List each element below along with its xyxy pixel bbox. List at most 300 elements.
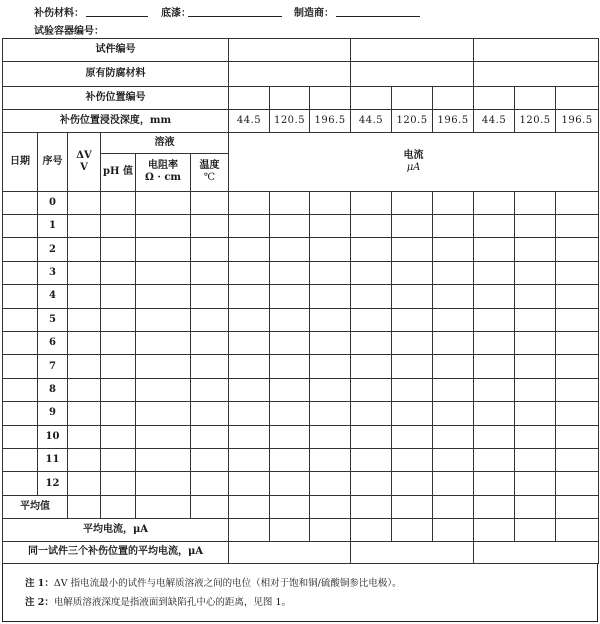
- average-cell[interactable]: [310, 495, 351, 518]
- immersion-depth-label: 补伤位置浸没深度，mm: [3, 110, 229, 132]
- data-cell[interactable]: [136, 191, 191, 214]
- data-row: [3, 425, 599, 448]
- solution-header: 溶液: [101, 132, 229, 153]
- data-cell[interactable]: [68, 378, 101, 401]
- seq-number: 4: [38, 285, 68, 308]
- average-cell[interactable]: [270, 495, 310, 518]
- average-cell[interactable]: [191, 495, 229, 518]
- patch-position-label: 补伤位置编号: [3, 86, 229, 109]
- data-cell[interactable]: [515, 331, 556, 354]
- data-cell[interactable]: [101, 402, 136, 425]
- patch-position-cell[interactable]: [515, 86, 556, 109]
- data-cell[interactable]: [433, 215, 474, 238]
- data-rows: [3, 191, 599, 495]
- data-cell[interactable]: [392, 355, 433, 378]
- data-cell[interactable]: [351, 448, 392, 471]
- data-cell[interactable]: [392, 191, 433, 214]
- average-label: 平均值: [3, 495, 68, 518]
- data-cell[interactable]: [556, 308, 599, 331]
- average-cell[interactable]: [68, 495, 101, 518]
- data-cell[interactable]: [351, 308, 392, 331]
- data-cell[interactable]: [310, 472, 351, 496]
- data-cell[interactable]: [270, 331, 310, 354]
- data-cell[interactable]: [229, 448, 270, 471]
- original-coating-label: 原有防腐材料: [3, 62, 229, 86]
- average-cell[interactable]: [556, 495, 599, 518]
- average-cell[interactable]: [351, 495, 392, 518]
- note-2: [25, 593, 597, 612]
- data-cell[interactable]: [101, 215, 136, 238]
- average-cell[interactable]: [433, 495, 474, 518]
- data-cell[interactable]: [392, 261, 433, 284]
- patch-position-cell[interactable]: [474, 86, 515, 109]
- data-cell[interactable]: [68, 261, 101, 284]
- patch-position-cell[interactable]: [392, 86, 433, 109]
- data-cell[interactable]: [310, 378, 351, 401]
- original-coating-row: [3, 62, 599, 86]
- specimen-id-row: [3, 39, 599, 62]
- specimen-id-cell[interactable]: [229, 39, 351, 62]
- data-cell[interactable]: [3, 472, 38, 496]
- data-cell[interactable]: [229, 285, 270, 308]
- data-cell[interactable]: [101, 472, 136, 496]
- data-cell[interactable]: [433, 378, 474, 401]
- same-specimen-average-cell[interactable]: [474, 541, 599, 563]
- data-cell[interactable]: [556, 215, 599, 238]
- data-row: [3, 215, 599, 238]
- data-cell[interactable]: [270, 472, 310, 496]
- data-cell[interactable]: [474, 191, 515, 214]
- data-cell[interactable]: [191, 238, 229, 261]
- data-cell[interactable]: [433, 261, 474, 284]
- data-cell[interactable]: [474, 402, 515, 425]
- container-label: 试验容器编号：: [34, 26, 104, 37]
- note-2-text: 电解质溶液深度是指液面到缺陷孔中心的距离，见图 1。: [53, 597, 291, 608]
- test-record-table: [2, 38, 599, 564]
- data-cell[interactable]: [136, 308, 191, 331]
- data-cell[interactable]: [68, 215, 101, 238]
- data-cell[interactable]: [310, 238, 351, 261]
- data-cell[interactable]: [556, 448, 599, 471]
- depth-value: 44.5: [351, 110, 392, 132]
- data-cell[interactable]: [392, 448, 433, 471]
- data-cell[interactable]: [136, 402, 191, 425]
- data-row: [3, 238, 599, 261]
- data-cell[interactable]: [351, 285, 392, 308]
- average-cell[interactable]: [229, 495, 270, 518]
- same-specimen-average-cell[interactable]: [351, 541, 474, 563]
- average-current-label: 平均电流，μA: [3, 519, 229, 541]
- data-cell[interactable]: [515, 308, 556, 331]
- data-cell[interactable]: [191, 472, 229, 496]
- data-cell[interactable]: [229, 238, 270, 261]
- seq-number: 11: [38, 448, 68, 471]
- seq-number: 0: [38, 191, 68, 214]
- data-cell[interactable]: [351, 215, 392, 238]
- data-cell[interactable]: [474, 378, 515, 401]
- date-header: 日期: [3, 132, 38, 191]
- data-cell[interactable]: [556, 355, 599, 378]
- data-cell[interactable]: [351, 238, 392, 261]
- data-cell[interactable]: [515, 425, 556, 448]
- note-1: [25, 574, 597, 593]
- data-cell[interactable]: [101, 238, 136, 261]
- immersion-depth-row: [3, 110, 599, 132]
- data-cell[interactable]: [191, 215, 229, 238]
- data-cell[interactable]: [101, 331, 136, 354]
- average-current-cell[interactable]: [515, 519, 556, 541]
- data-cell[interactable]: [191, 261, 229, 284]
- seq-number: 9: [38, 402, 68, 425]
- data-cell[interactable]: [310, 402, 351, 425]
- data-cell[interactable]: [433, 402, 474, 425]
- average-current-cell[interactable]: [474, 519, 515, 541]
- data-cell[interactable]: [3, 402, 38, 425]
- data-cell[interactable]: [191, 448, 229, 471]
- data-cell[interactable]: [474, 215, 515, 238]
- data-cell[interactable]: [392, 331, 433, 354]
- data-cell[interactable]: [310, 261, 351, 284]
- data-cell[interactable]: [68, 425, 101, 448]
- data-cell[interactable]: [270, 191, 310, 214]
- data-cell[interactable]: [136, 285, 191, 308]
- data-cell[interactable]: [229, 425, 270, 448]
- data-cell[interactable]: [68, 448, 101, 471]
- data-cell[interactable]: [433, 448, 474, 471]
- temperature-header: [191, 153, 229, 191]
- data-cell[interactable]: [515, 355, 556, 378]
- resistivity-unit: Ω · cm: [144, 172, 181, 184]
- data-cell[interactable]: [515, 402, 556, 425]
- specimen-id-cell[interactable]: [474, 39, 599, 62]
- resistivity-label: 电阻率: [148, 160, 178, 172]
- data-cell[interactable]: [68, 331, 101, 354]
- data-cell[interactable]: [136, 355, 191, 378]
- seq-number: 12: [38, 472, 68, 496]
- patch-position-cell[interactable]: [556, 86, 599, 109]
- data-cell[interactable]: [136, 238, 191, 261]
- patch-position-cell[interactable]: [310, 86, 351, 109]
- resistivity-header: [136, 153, 191, 191]
- same-specimen-average-cell[interactable]: [229, 541, 351, 563]
- data-cell[interactable]: [3, 238, 38, 261]
- data-cell[interactable]: [515, 472, 556, 496]
- data-cell[interactable]: [101, 261, 136, 284]
- data-cell[interactable]: [191, 378, 229, 401]
- data-cell[interactable]: [270, 238, 310, 261]
- data-cell[interactable]: [556, 402, 599, 425]
- seq-number: 6: [38, 331, 68, 354]
- seq-number: 1: [38, 215, 68, 238]
- data-cell[interactable]: [474, 261, 515, 284]
- data-cell[interactable]: [392, 238, 433, 261]
- average-current-cell[interactable]: [351, 519, 392, 541]
- depth-value: 44.5: [229, 110, 270, 132]
- data-cell[interactable]: [68, 285, 101, 308]
- patch-position-cell[interactable]: [351, 86, 392, 109]
- original-coating-cell[interactable]: [229, 62, 351, 86]
- data-cell[interactable]: [101, 425, 136, 448]
- data-cell[interactable]: [556, 285, 599, 308]
- data-cell[interactable]: [68, 355, 101, 378]
- data-cell[interactable]: [3, 261, 38, 284]
- data-cell[interactable]: [191, 308, 229, 331]
- data-cell[interactable]: [68, 402, 101, 425]
- data-cell[interactable]: [474, 448, 515, 471]
- data-cell[interactable]: [191, 191, 229, 214]
- data-cell[interactable]: [351, 402, 392, 425]
- current-label: 电流: [403, 149, 424, 161]
- seq-number: 5: [38, 308, 68, 331]
- depth-value: 196.5: [310, 110, 351, 132]
- data-cell[interactable]: [136, 215, 191, 238]
- data-cell[interactable]: [556, 472, 599, 496]
- data-cell[interactable]: [229, 378, 270, 401]
- seq-number: 8: [38, 378, 68, 401]
- data-cell[interactable]: [229, 331, 270, 354]
- dv-header: [68, 132, 101, 191]
- specimen-id-cell[interactable]: [351, 39, 474, 62]
- current-unit: μA: [406, 161, 421, 173]
- seq-number: 7: [38, 355, 68, 378]
- data-cell[interactable]: [433, 331, 474, 354]
- data-cell[interactable]: [433, 472, 474, 496]
- data-cell[interactable]: [270, 261, 310, 284]
- data-cell[interactable]: [191, 402, 229, 425]
- data-cell[interactable]: [101, 355, 136, 378]
- data-cell[interactable]: [270, 308, 310, 331]
- data-cell[interactable]: [191, 331, 229, 354]
- data-cell[interactable]: [229, 308, 270, 331]
- patch-position-cell[interactable]: [433, 86, 474, 109]
- note-1-text: ΔV 指电流最小的试件与电解质溶液之间的电位（相对于饱和铜/硫酸铜参比电极）。: [53, 578, 402, 589]
- data-row: [3, 331, 599, 354]
- data-cell[interactable]: [3, 378, 38, 401]
- data-cell[interactable]: [556, 191, 599, 214]
- same-specimen-average-label: 同一试件三个补伤位置的平均电流，μA: [3, 541, 229, 563]
- patch-material-field[interactable]: [86, 16, 148, 17]
- data-cell[interactable]: [310, 331, 351, 354]
- data-cell[interactable]: [310, 191, 351, 214]
- average-row: [3, 495, 599, 518]
- average-current-row: [3, 519, 599, 541]
- original-coating-cell[interactable]: [351, 62, 474, 86]
- data-cell[interactable]: [474, 331, 515, 354]
- data-cell[interactable]: [229, 402, 270, 425]
- data-cell[interactable]: [3, 191, 38, 214]
- depth-value: 120.5: [270, 110, 310, 132]
- data-cell[interactable]: [310, 425, 351, 448]
- data-cell[interactable]: [191, 355, 229, 378]
- data-cell[interactable]: [101, 378, 136, 401]
- data-cell[interactable]: [474, 238, 515, 261]
- patch-material-label: 补伤材料：: [34, 8, 84, 19]
- data-row: [3, 472, 599, 496]
- average-cell[interactable]: [101, 495, 136, 518]
- manufacturer-field[interactable]: [336, 16, 420, 17]
- data-cell[interactable]: [270, 215, 310, 238]
- data-row: [3, 191, 599, 214]
- data-cell[interactable]: [556, 238, 599, 261]
- data-cell[interactable]: [3, 331, 38, 354]
- data-cell[interactable]: [68, 308, 101, 331]
- data-cell[interactable]: [3, 215, 38, 238]
- data-cell[interactable]: [229, 261, 270, 284]
- data-cell[interactable]: [515, 261, 556, 284]
- patch-position-cell[interactable]: [229, 86, 270, 109]
- average-cell[interactable]: [392, 495, 433, 518]
- primer-field[interactable]: [188, 16, 282, 17]
- data-cell[interactable]: [310, 355, 351, 378]
- depth-value: 196.5: [433, 110, 474, 132]
- data-cell[interactable]: [515, 285, 556, 308]
- depth-value: 196.5: [556, 110, 599, 132]
- average-current-cell[interactable]: [310, 519, 351, 541]
- average-cell[interactable]: [474, 495, 515, 518]
- patch-position-cell[interactable]: [270, 86, 310, 109]
- data-cell[interactable]: [474, 308, 515, 331]
- depth-value: 44.5: [474, 110, 515, 132]
- ph-header: pH 值: [101, 153, 136, 191]
- average-current-cell[interactable]: [270, 519, 310, 541]
- data-cell[interactable]: [270, 355, 310, 378]
- data-cell[interactable]: [351, 331, 392, 354]
- data-cell[interactable]: [229, 191, 270, 214]
- average-current-cell[interactable]: [229, 519, 270, 541]
- data-cell[interactable]: [351, 355, 392, 378]
- data-cell[interactable]: [474, 472, 515, 496]
- data-cell[interactable]: [136, 448, 191, 471]
- data-cell[interactable]: [474, 425, 515, 448]
- data-cell[interactable]: [515, 448, 556, 471]
- data-cell[interactable]: [515, 378, 556, 401]
- average-current-cell[interactable]: [556, 519, 599, 541]
- data-cell[interactable]: [433, 238, 474, 261]
- data-cell[interactable]: [229, 472, 270, 496]
- average-cell[interactable]: [515, 495, 556, 518]
- seq-number: 2: [38, 238, 68, 261]
- original-coating-cell[interactable]: [474, 62, 599, 86]
- seq-number: 10: [38, 425, 68, 448]
- data-cell[interactable]: [556, 425, 599, 448]
- note-1-prefix: 注 1：: [25, 578, 54, 589]
- data-cell[interactable]: [515, 238, 556, 261]
- data-cell[interactable]: [556, 378, 599, 401]
- data-cell[interactable]: [229, 215, 270, 238]
- data-row: [3, 402, 599, 425]
- data-cell[interactable]: [3, 355, 38, 378]
- dv-unit: V: [80, 161, 88, 173]
- data-row: [3, 378, 599, 401]
- data-cell[interactable]: [270, 402, 310, 425]
- data-cell[interactable]: [392, 215, 433, 238]
- average-cell[interactable]: [136, 495, 191, 518]
- data-cell[interactable]: [229, 355, 270, 378]
- data-cell[interactable]: [310, 308, 351, 331]
- data-cell[interactable]: [351, 191, 392, 214]
- data-cell[interactable]: [136, 425, 191, 448]
- data-cell[interactable]: [351, 378, 392, 401]
- data-cell[interactable]: [433, 425, 474, 448]
- data-cell[interactable]: [136, 378, 191, 401]
- data-cell[interactable]: [310, 215, 351, 238]
- seq-header: 序号: [38, 132, 68, 191]
- data-cell[interactable]: [101, 308, 136, 331]
- data-cell[interactable]: [136, 261, 191, 284]
- data-cell[interactable]: [68, 191, 101, 214]
- data-cell[interactable]: [101, 285, 136, 308]
- data-cell[interactable]: [136, 331, 191, 354]
- data-cell[interactable]: [515, 191, 556, 214]
- column-header-row: [3, 132, 599, 153]
- same-specimen-average-row: [3, 541, 599, 563]
- data-cell[interactable]: [310, 285, 351, 308]
- data-cell[interactable]: [433, 355, 474, 378]
- temperature-label: 温度: [199, 160, 220, 172]
- current-header: [229, 132, 599, 191]
- data-cell[interactable]: [351, 425, 392, 448]
- data-cell[interactable]: [392, 472, 433, 496]
- data-cell[interactable]: [191, 425, 229, 448]
- seq-number: 3: [38, 261, 68, 284]
- data-row: [3, 448, 599, 471]
- data-cell[interactable]: [3, 285, 38, 308]
- data-cell[interactable]: [433, 191, 474, 214]
- data-cell[interactable]: [3, 308, 38, 331]
- data-cell[interactable]: [515, 215, 556, 238]
- note-2-prefix: 注 2：: [25, 597, 54, 608]
- data-cell[interactable]: [392, 402, 433, 425]
- data-cell[interactable]: [392, 285, 433, 308]
- data-row: [3, 355, 599, 378]
- data-cell[interactable]: [392, 378, 433, 401]
- data-cell[interactable]: [351, 472, 392, 496]
- data-cell[interactable]: [433, 308, 474, 331]
- data-cell[interactable]: [556, 261, 599, 284]
- data-cell[interactable]: [3, 448, 38, 471]
- data-cell[interactable]: [556, 331, 599, 354]
- data-cell[interactable]: [270, 425, 310, 448]
- depth-value: 120.5: [392, 110, 433, 132]
- specimen-id-label: 试件编号: [3, 39, 229, 62]
- data-row: [3, 261, 599, 284]
- data-cell[interactable]: [270, 448, 310, 471]
- data-cell[interactable]: [101, 191, 136, 214]
- data-cell[interactable]: [474, 285, 515, 308]
- average-current-cell[interactable]: [392, 519, 433, 541]
- depth-value: 120.5: [515, 110, 556, 132]
- data-cell[interactable]: [270, 285, 310, 308]
- data-cell[interactable]: [101, 448, 136, 471]
- data-cell[interactable]: [351, 261, 392, 284]
- data-row: [3, 308, 599, 331]
- data-cell[interactable]: [433, 285, 474, 308]
- notes: [2, 564, 598, 622]
- dv-label: ΔV: [76, 149, 92, 161]
- data-cell[interactable]: [136, 472, 191, 496]
- data-cell[interactable]: [68, 472, 101, 496]
- data-cell[interactable]: [270, 378, 310, 401]
- data-cell[interactable]: [310, 448, 351, 471]
- data-cell[interactable]: [3, 425, 38, 448]
- data-cell[interactable]: [392, 308, 433, 331]
- data-cell[interactable]: [392, 425, 433, 448]
- average-current-cell[interactable]: [433, 519, 474, 541]
- data-cell[interactable]: [68, 238, 101, 261]
- data-cell[interactable]: [191, 285, 229, 308]
- manufacturer-label: 制造商：: [294, 8, 334, 19]
- data-cell[interactable]: [474, 355, 515, 378]
